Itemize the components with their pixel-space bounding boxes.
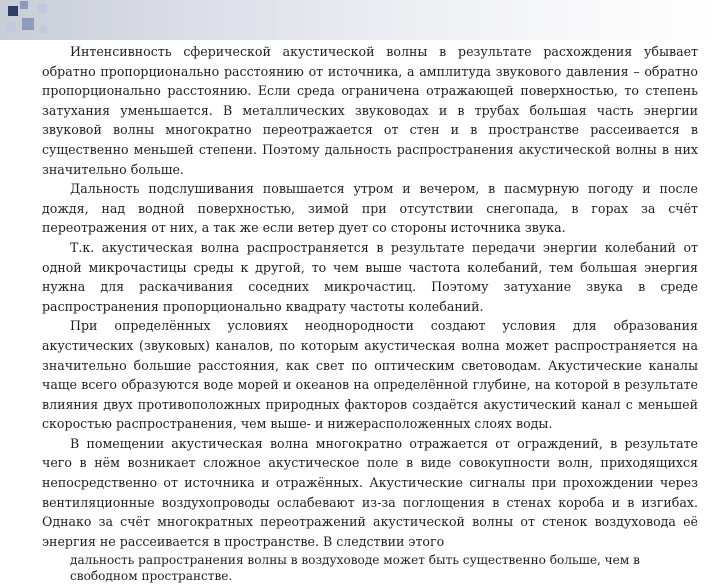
paragraph-2: Дальность подслушивания повышается утром и вечером, в пасмурную погоду и после дождя, над водной поверхностью, зимой при отсутствии снегопада, в горах за счёт переотражения от них, а так же если ветер дует со стороны источника звука. — [42, 181, 698, 236]
deco-square-6 — [40, 26, 47, 33]
deco-square-5 — [38, 4, 47, 13]
paragraph-3: Т.к. акустическая волна распространяется в результате передачи энергии колебаний от одной микрочастицы среды к другой, то чем выше частота колебаний, тем большая энергия нужна для раскачивания соседних микрочастиц. Поэтому затухание звука в среде распространения пропорционально квадрату частоты колебаний. — [42, 239, 698, 314]
paragraph-5: В помещении акустическая волна многократно отражается от ограждений, в результате чего в нём возникает сложное акустическое поле в виде совокупности волн, приходящихся непосредственно от источника и отражённых. Акустические сигналы при прохождении через вентиляционные воздухопроводы ослабевают из-за поглощения в стенах короба и в изгибах. Однако за счёт многократных переотражений акустической волны от стенок воздуховода её энергия не рассеивается в пространстве. В следствии этого — [42, 435, 698, 549]
deco-square-2 — [20, 1, 28, 9]
deco-square-3 — [22, 18, 34, 30]
deco-square-1 — [8, 6, 18, 16]
document-body — [42, 42, 698, 584]
paragraph-4: При определённых условиях неоднородности создают условия для образования акустических (звуковых) каналов, по которым акустическая волна может распространяется на значительно большие расстояния, как свет по оптическим световодам. Акустические каналы чаще всего образуются воде морей и океанов на определённой глубине, на которой в результате влияния двух противоположных природных факторов создаётся акустический канал с меньшей скоростью распространения, чем выше- и нижерасположенных слоях воды. — [42, 318, 698, 432]
paragraph-1: Интенсивность сферической акустической волны в результате расхождения убывает обратно пропорционально расстоянию от источника, а амплитуда звукового давления – обратно пропорционально расстоянию. Если среда ограничена отражающей поверхностью, то степень затухания уменьшается. В металлических звуководах и в трубах большая часть энергии звуковой волны многократно переотражается от стен и в пространстве рассеивается в существенно меньшей степени. Поэтому дальность распространения акустической волны в них значительно больше. — [42, 44, 698, 177]
header-gradient-band — [0, 0, 720, 40]
slide-header-decoration — [0, 0, 720, 40]
deco-square-4 — [6, 22, 16, 32]
paragraph-continuation: дальность рапространения волны в воздуховоде может быть существенно больше, чем в свободном пространстве. — [70, 553, 640, 584]
